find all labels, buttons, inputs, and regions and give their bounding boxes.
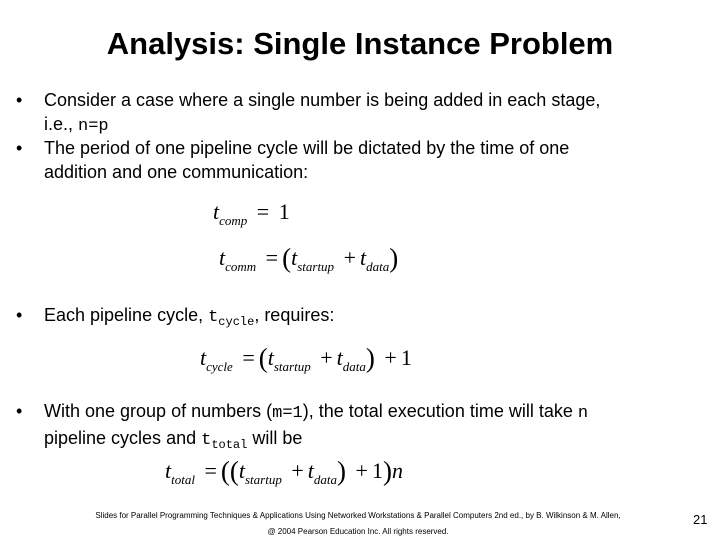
eq-operator: =	[242, 345, 255, 370]
eq-sub: cycle	[206, 359, 233, 374]
bullet-pipeline-period	[16, 136, 706, 184]
eq-paren: )	[389, 243, 399, 273]
eq-var: t	[165, 458, 172, 483]
bullet-single-number	[16, 88, 706, 139]
eq-sub: comp	[219, 213, 248, 228]
equation-t-comm	[219, 243, 398, 273]
eq-operator: =	[256, 199, 270, 224]
eq-sub: data	[342, 359, 366, 374]
bullet-line: i.e.,	[44, 114, 79, 134]
eq-var: t	[336, 345, 343, 370]
eq-sub: total	[171, 472, 195, 487]
eq-var: t	[307, 458, 314, 483]
equation-t-cycle	[200, 343, 412, 373]
bullet-line: pipeline cycles and	[44, 428, 202, 448]
bullet-line: addition and one communication:	[44, 162, 309, 182]
eq-sub: data	[366, 259, 390, 274]
bullet-total-time	[16, 399, 706, 457]
eq-operator: +	[355, 458, 368, 483]
footer-copyright: @ 2004 Pearson Education Inc. All rights reserved.	[267, 527, 449, 536]
code-sub-total: total	[211, 438, 248, 452]
eq-operator: =	[204, 458, 217, 483]
bullet-text	[44, 399, 706, 457]
equation-t-comp	[213, 197, 290, 227]
code-sub-cycle: cycle	[218, 315, 255, 329]
bullet-line: ), the total execution time will take	[302, 401, 578, 421]
bullet-dot: •	[16, 138, 23, 158]
eq-value: 1	[278, 199, 290, 224]
bullet-text	[44, 303, 706, 334]
bullet-line: will be	[247, 428, 303, 448]
eq-operator: =	[265, 245, 279, 270]
eq-paren: )	[337, 456, 347, 486]
code-n-equals-p: n=p	[78, 117, 109, 136]
page-number: 21	[693, 512, 708, 527]
bullet-text	[44, 88, 706, 139]
bullet-text	[44, 136, 706, 184]
code-m-equals-1: m=1	[272, 404, 303, 423]
eq-var: t	[213, 199, 220, 224]
eq-var: n	[391, 458, 403, 483]
eq-sub: startup	[297, 259, 335, 274]
eq-paren: )	[382, 456, 392, 486]
eq-sub: startup	[273, 359, 311, 374]
eq-sub: data	[313, 472, 338, 487]
eq-paren: )	[365, 343, 375, 373]
eq-value: 1	[371, 458, 383, 483]
eq-sub: comm	[225, 259, 257, 274]
code-t: t	[201, 431, 212, 450]
eq-paren: (	[282, 243, 292, 273]
eq-operator: +	[320, 345, 333, 370]
eq-sub: startup	[245, 472, 282, 487]
bullet-line: Consider a case where a single number is being added in each stage,	[44, 90, 601, 110]
eq-var: t	[219, 245, 226, 270]
eq-operator: +	[291, 458, 304, 483]
bullet-line: With one group of numbers (	[44, 401, 273, 421]
bullet-dot: •	[16, 401, 23, 421]
bullet-cycle-requires	[16, 303, 706, 334]
eq-var: t	[238, 458, 245, 483]
eq-var: t	[200, 345, 207, 370]
eq-var: t	[267, 345, 274, 370]
eq-paren: ((	[220, 456, 239, 486]
eq-operator: +	[384, 345, 397, 370]
bullet-dot: •	[16, 90, 23, 110]
slide-title: Analysis: Single Instance Problem	[106, 26, 614, 61]
eq-var: t	[359, 245, 367, 270]
eq-operator: +	[343, 245, 356, 270]
bullet-line: The period of one pipeline cycle will be dictated by the time of one	[44, 138, 570, 158]
equation-t-total	[165, 456, 403, 486]
bullet-line: Each pipeline cycle,	[44, 305, 209, 325]
code-n: n	[577, 404, 589, 423]
eq-value: 1	[400, 345, 412, 370]
bullet-dot: •	[16, 305, 23, 325]
code-t: t	[208, 308, 219, 327]
footer-credit: Slides for Parallel Programming Techniques & Applications Using Networked Workstations & Parallel Computers 2nd ed., by B. Wilkinson & M. Allen,	[95, 511, 621, 520]
bullet-line: , requires:	[254, 305, 335, 325]
eq-var: t	[291, 245, 298, 270]
eq-paren: (	[258, 343, 268, 373]
